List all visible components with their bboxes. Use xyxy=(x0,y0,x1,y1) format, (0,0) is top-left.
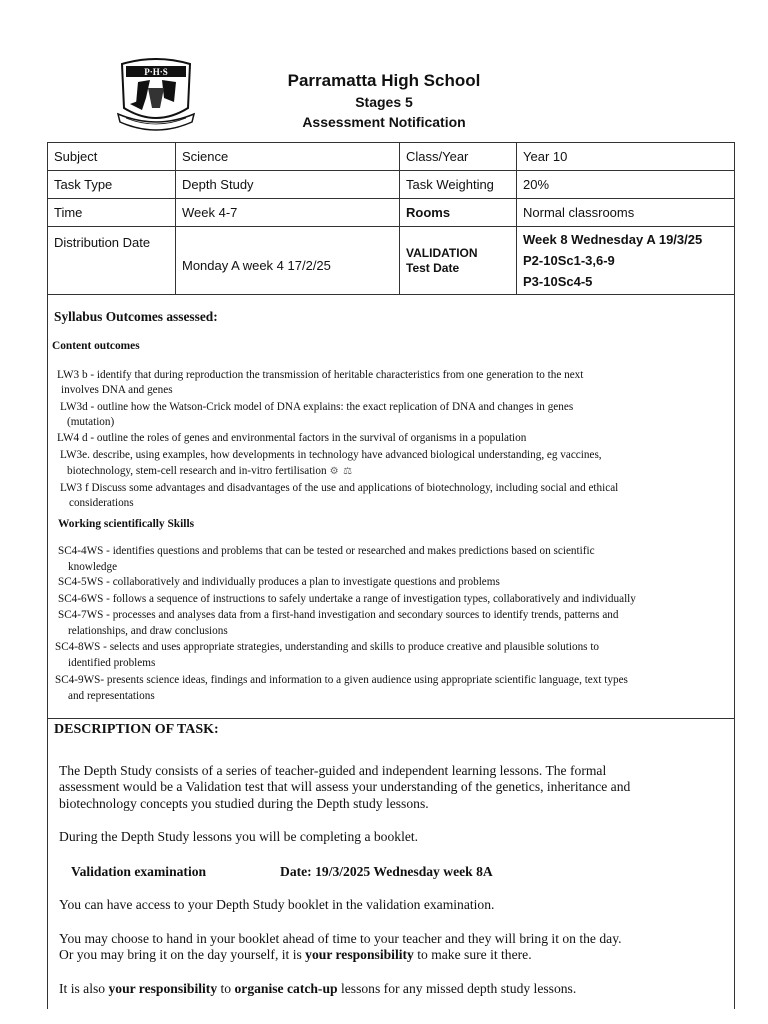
skill-line: knowledge xyxy=(68,561,118,573)
outcome-line: LW3d - outline how the Watson-Crick model of DNA explains: the exact replication of DNA and changes in genes xyxy=(60,401,574,413)
skill-line: SC4-6WS - follows a sequence of instructions to safely undertake a range of investigation types, collaboratively and individually xyxy=(58,593,636,605)
para5-text-c: to xyxy=(217,981,235,996)
outcomes-heading: Syllabus Outcomes assessed: xyxy=(54,309,218,324)
para5-emphasis-2: organise catch-up xyxy=(234,981,338,996)
outcome-line xyxy=(67,464,353,479)
skill-line: and representations xyxy=(68,690,155,702)
para4-text-c: to make sure it there. xyxy=(413,947,532,962)
para5-text-a: It is also xyxy=(59,981,109,996)
validation-value xyxy=(517,227,735,295)
outcome-line: LW3 b - identify that during reproduction the transmission of heritable characteristics from one generation to the next xyxy=(57,369,584,381)
exam-label: Validation examination xyxy=(71,864,207,879)
time-value: Week 4-7 xyxy=(176,199,400,227)
rooms-value: Normal classrooms xyxy=(517,199,735,227)
rooms-label: Rooms xyxy=(400,199,517,227)
para4-text-a: Or you may bring it on the day yourself, it is xyxy=(59,947,306,962)
description-para1-line: assessment would be a Validation test that will assess your understanding of the genetics, inheritance and xyxy=(59,779,631,794)
table-row xyxy=(48,143,735,171)
description-para2: During the Depth Study lessons you will be completing a booklet. xyxy=(59,829,419,844)
para5-emphasis-1: your responsibility xyxy=(108,981,218,996)
distribution-label: Distribution Date xyxy=(48,227,176,295)
class-label: Class/Year xyxy=(400,143,517,171)
weighting-label: Task Weighting xyxy=(400,171,517,199)
skills-heading: Working scientifically Skills xyxy=(58,518,195,530)
weighting-value: 20% xyxy=(517,171,735,199)
syllabus-outcomes-section xyxy=(47,292,735,719)
skill-line: SC4-4WS - identifies questions and problems that can be tested or researched and makes predictions based on scientific xyxy=(58,545,595,557)
outcome-line: LW3e. describe, using examples, how developments in technology have advanced biological understanding, eg vaccines, xyxy=(60,449,602,461)
subject-label: Subject xyxy=(48,143,176,171)
svg-text:P·H·S: P·H·S xyxy=(144,67,168,77)
description-para3: You can have access to your Depth Study booklet in the validation examination. xyxy=(59,897,495,912)
skill-line: identified problems xyxy=(68,657,156,669)
skill-line: SC4-5WS - collaboratively and individually produces a plan to investigate questions and problems xyxy=(58,576,500,588)
content-outcomes-heading: Content outcomes xyxy=(52,340,140,352)
description-heading: DESCRIPTION OF TASK: xyxy=(54,722,219,737)
description-para1-line: biotechnology concepts you studied during the Depth study lessons. xyxy=(59,796,429,811)
outcome-line-text: biotechnology, stem-cell research and in-vitro fertilisation xyxy=(67,465,327,478)
skill-line: SC4-9WS- presents science ideas, findings and information to a given audience using appropriate scientific language, text types xyxy=(55,674,628,686)
outcome-line: involves DNA and genes xyxy=(61,384,173,396)
stage-label: Stages 5 xyxy=(355,94,413,110)
validation-label-line1: VALIDATION xyxy=(406,245,478,260)
para5-text-e: lessons for any missed depth study lessons. xyxy=(337,981,577,996)
outcome-line: LW3 f Discuss some advantages and disadvantages of the use and applications of biotechnology, including social and ethical xyxy=(60,482,619,494)
outcome-line: (mutation) xyxy=(67,416,115,428)
table-row xyxy=(48,199,735,227)
subject-value: Science xyxy=(176,143,400,171)
exam-date: Date: 19/3/2025 Wednesday week 8A xyxy=(280,864,493,879)
tasktype-label: Task Type xyxy=(48,171,176,199)
gear-scale-icon: ⚙ ⚖ xyxy=(329,466,354,477)
notice-title: Assessment Notification xyxy=(302,114,466,130)
time-label: Time xyxy=(48,199,176,227)
description-para4-line1: You may choose to hand in your booklet ahead of time to your teacher and they will bring it on the day. xyxy=(59,931,622,946)
description-para5 xyxy=(59,981,576,998)
validation-label xyxy=(400,227,517,295)
school-crest-logo xyxy=(116,58,196,132)
distribution-value: Monday A week 4 17/2/25 xyxy=(176,227,400,295)
class-value: Year 10 xyxy=(517,143,735,171)
outcome-line: considerations xyxy=(69,497,134,509)
validation-outcomes-1: P2-10Sc1-3,6-9 xyxy=(523,253,615,268)
assessment-info-table xyxy=(47,142,735,295)
table-row xyxy=(48,227,735,295)
task-description-section xyxy=(47,718,735,1009)
validation-outcomes-2: P3-10Sc4-5 xyxy=(523,274,593,289)
validation-label-line2: Test Date xyxy=(406,260,460,275)
skill-line: SC4-7WS - processes and analyses data from a first-hand investigation and secondary sources to identify trends, patterns and xyxy=(58,609,619,621)
tasktype-value: Depth Study xyxy=(176,171,400,199)
para4-emphasis: your responsibility xyxy=(305,947,414,962)
school-header xyxy=(204,70,564,132)
skill-line: SC4-8WS - selects and uses appropriate strategies, understanding and skills to produce creative and plausible solutions to xyxy=(55,641,600,653)
description-para4-line2 xyxy=(59,947,532,964)
validation-date: Week 8 Wednesday A 19/3/25 xyxy=(523,232,703,247)
outcome-line: LW4 d - outline the roles of genes and environmental factors in the survival of organisms in a population xyxy=(57,432,527,444)
table-row xyxy=(48,171,735,199)
school-name: Parramatta High School xyxy=(287,71,481,90)
skill-line: relationships, and draw conclusions xyxy=(68,625,228,637)
description-para1-line: The Depth Study consists of a series of teacher-guided and independent learning lessons. The formal xyxy=(59,763,607,778)
